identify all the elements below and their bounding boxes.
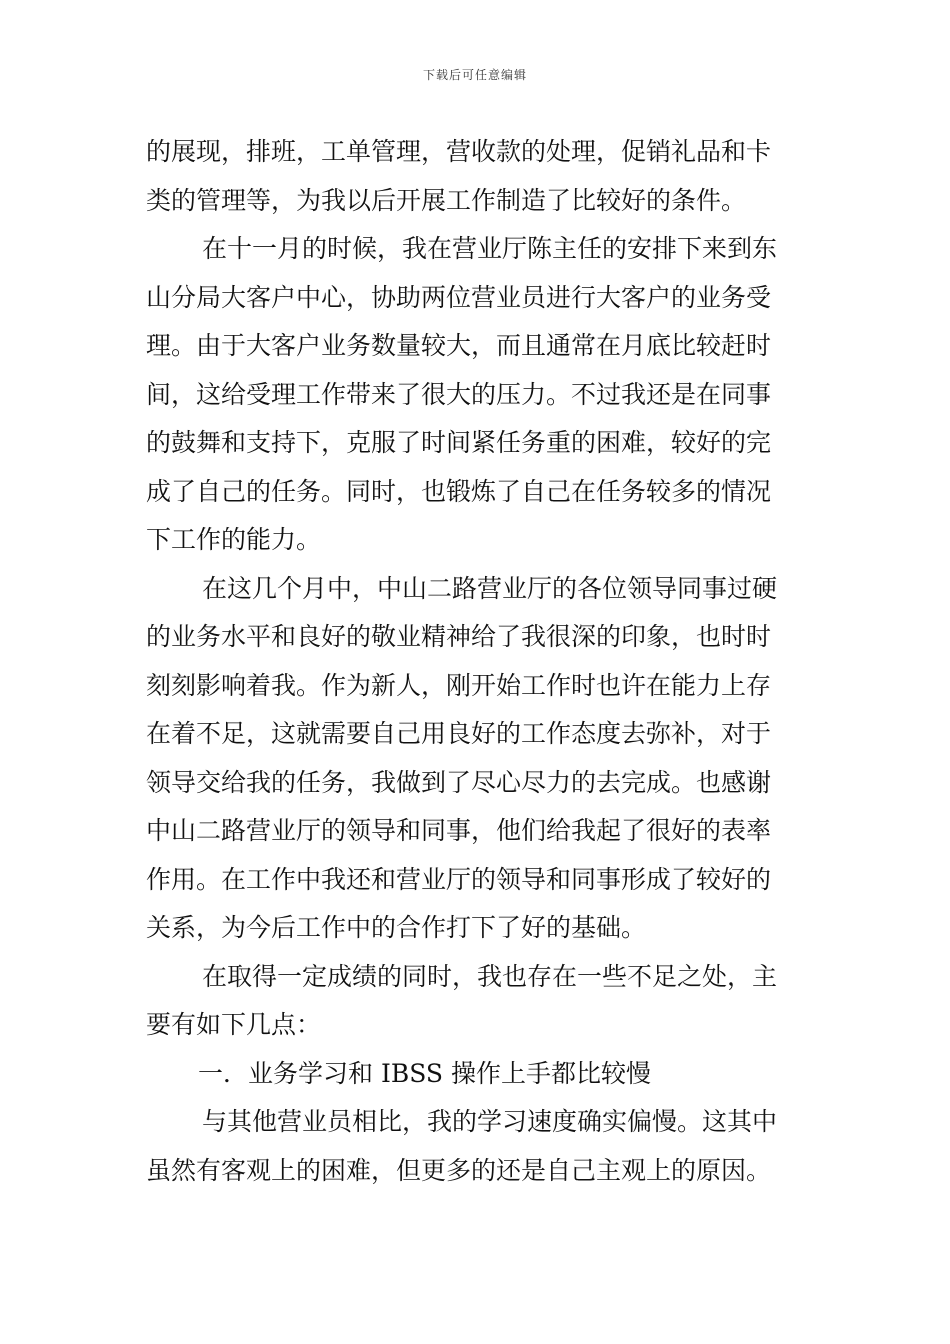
paragraph-start-line: 在这几个月中，中山二路营业厅的各位领导同事过硬 [202,573,778,603]
text-line: 要有如下几点： [146,1010,322,1039]
paragraph-start-line: 在十一月的时候，我在营业厅陈主任的安排下来到东 [202,234,778,263]
text-line: 中山二路营业厅的领导和同事，他们给我起了很好的表率 [146,816,772,845]
text-line: 山分局大客户中心，协助两位营业员进行大客户的业务受 [146,282,772,312]
text-line: 间，这给受理工作带来了很大的压力。不过我还是在同事 [146,379,772,409]
text-line: 的鼓舞和支持下，克服了时间紧任务重的困难，较好的完 [146,428,772,457]
text-line: 领导交给我的任务，我做到了尽心尽力的去完成。也感谢 [146,767,772,797]
text-line: 刻刻影响着我。作为新人，刚开始工作时也许在能力上存 [146,670,772,700]
text-line: 类的管理等，为我以后开展工作制造了比较好的条件。 [146,185,747,215]
document-body [146,128,806,1195]
text-line: 成了自己的任务。同时，也锻炼了自己在任务较多的情况 [146,476,772,506]
text-line: 作用。在工作中我还和营业厅的领导和同事形成了较好的 [146,864,772,894]
text-line: 下工作的能力。 [146,525,322,554]
text-line: 关系，为今后工作中的合作打下了好的基础。 [146,913,647,942]
text-line: 理。由于大客户业务数量较大，而且通常在月底比较赶时 [146,331,772,360]
text-line: 虽然有客观上的困难，但更多的还是自己主观上的原因。 [146,1155,772,1185]
text-line: 的展现，排班，工单管理，营收款的处理，促销礼品和卡 [146,137,772,166]
section-heading: 一．业务学习和 IBSS 操作上手都比较慢 [198,1058,651,1088]
text-line: 的业务水平和良好的敬业精神给了我很深的印象，也时时 [146,622,772,651]
page-header: 下载后可任意编辑 [422,68,527,82]
paragraph-start-line: 在取得一定成绩的同时，我也存在一些不足之处，主 [202,961,778,991]
text-line: 在着不足，这就需要自己用良好的工作态度去弥补，对于 [146,719,772,748]
paragraph-start-line: 与其他营业员相比，我的学习速度确实偏慢。这其中 [202,1107,778,1136]
